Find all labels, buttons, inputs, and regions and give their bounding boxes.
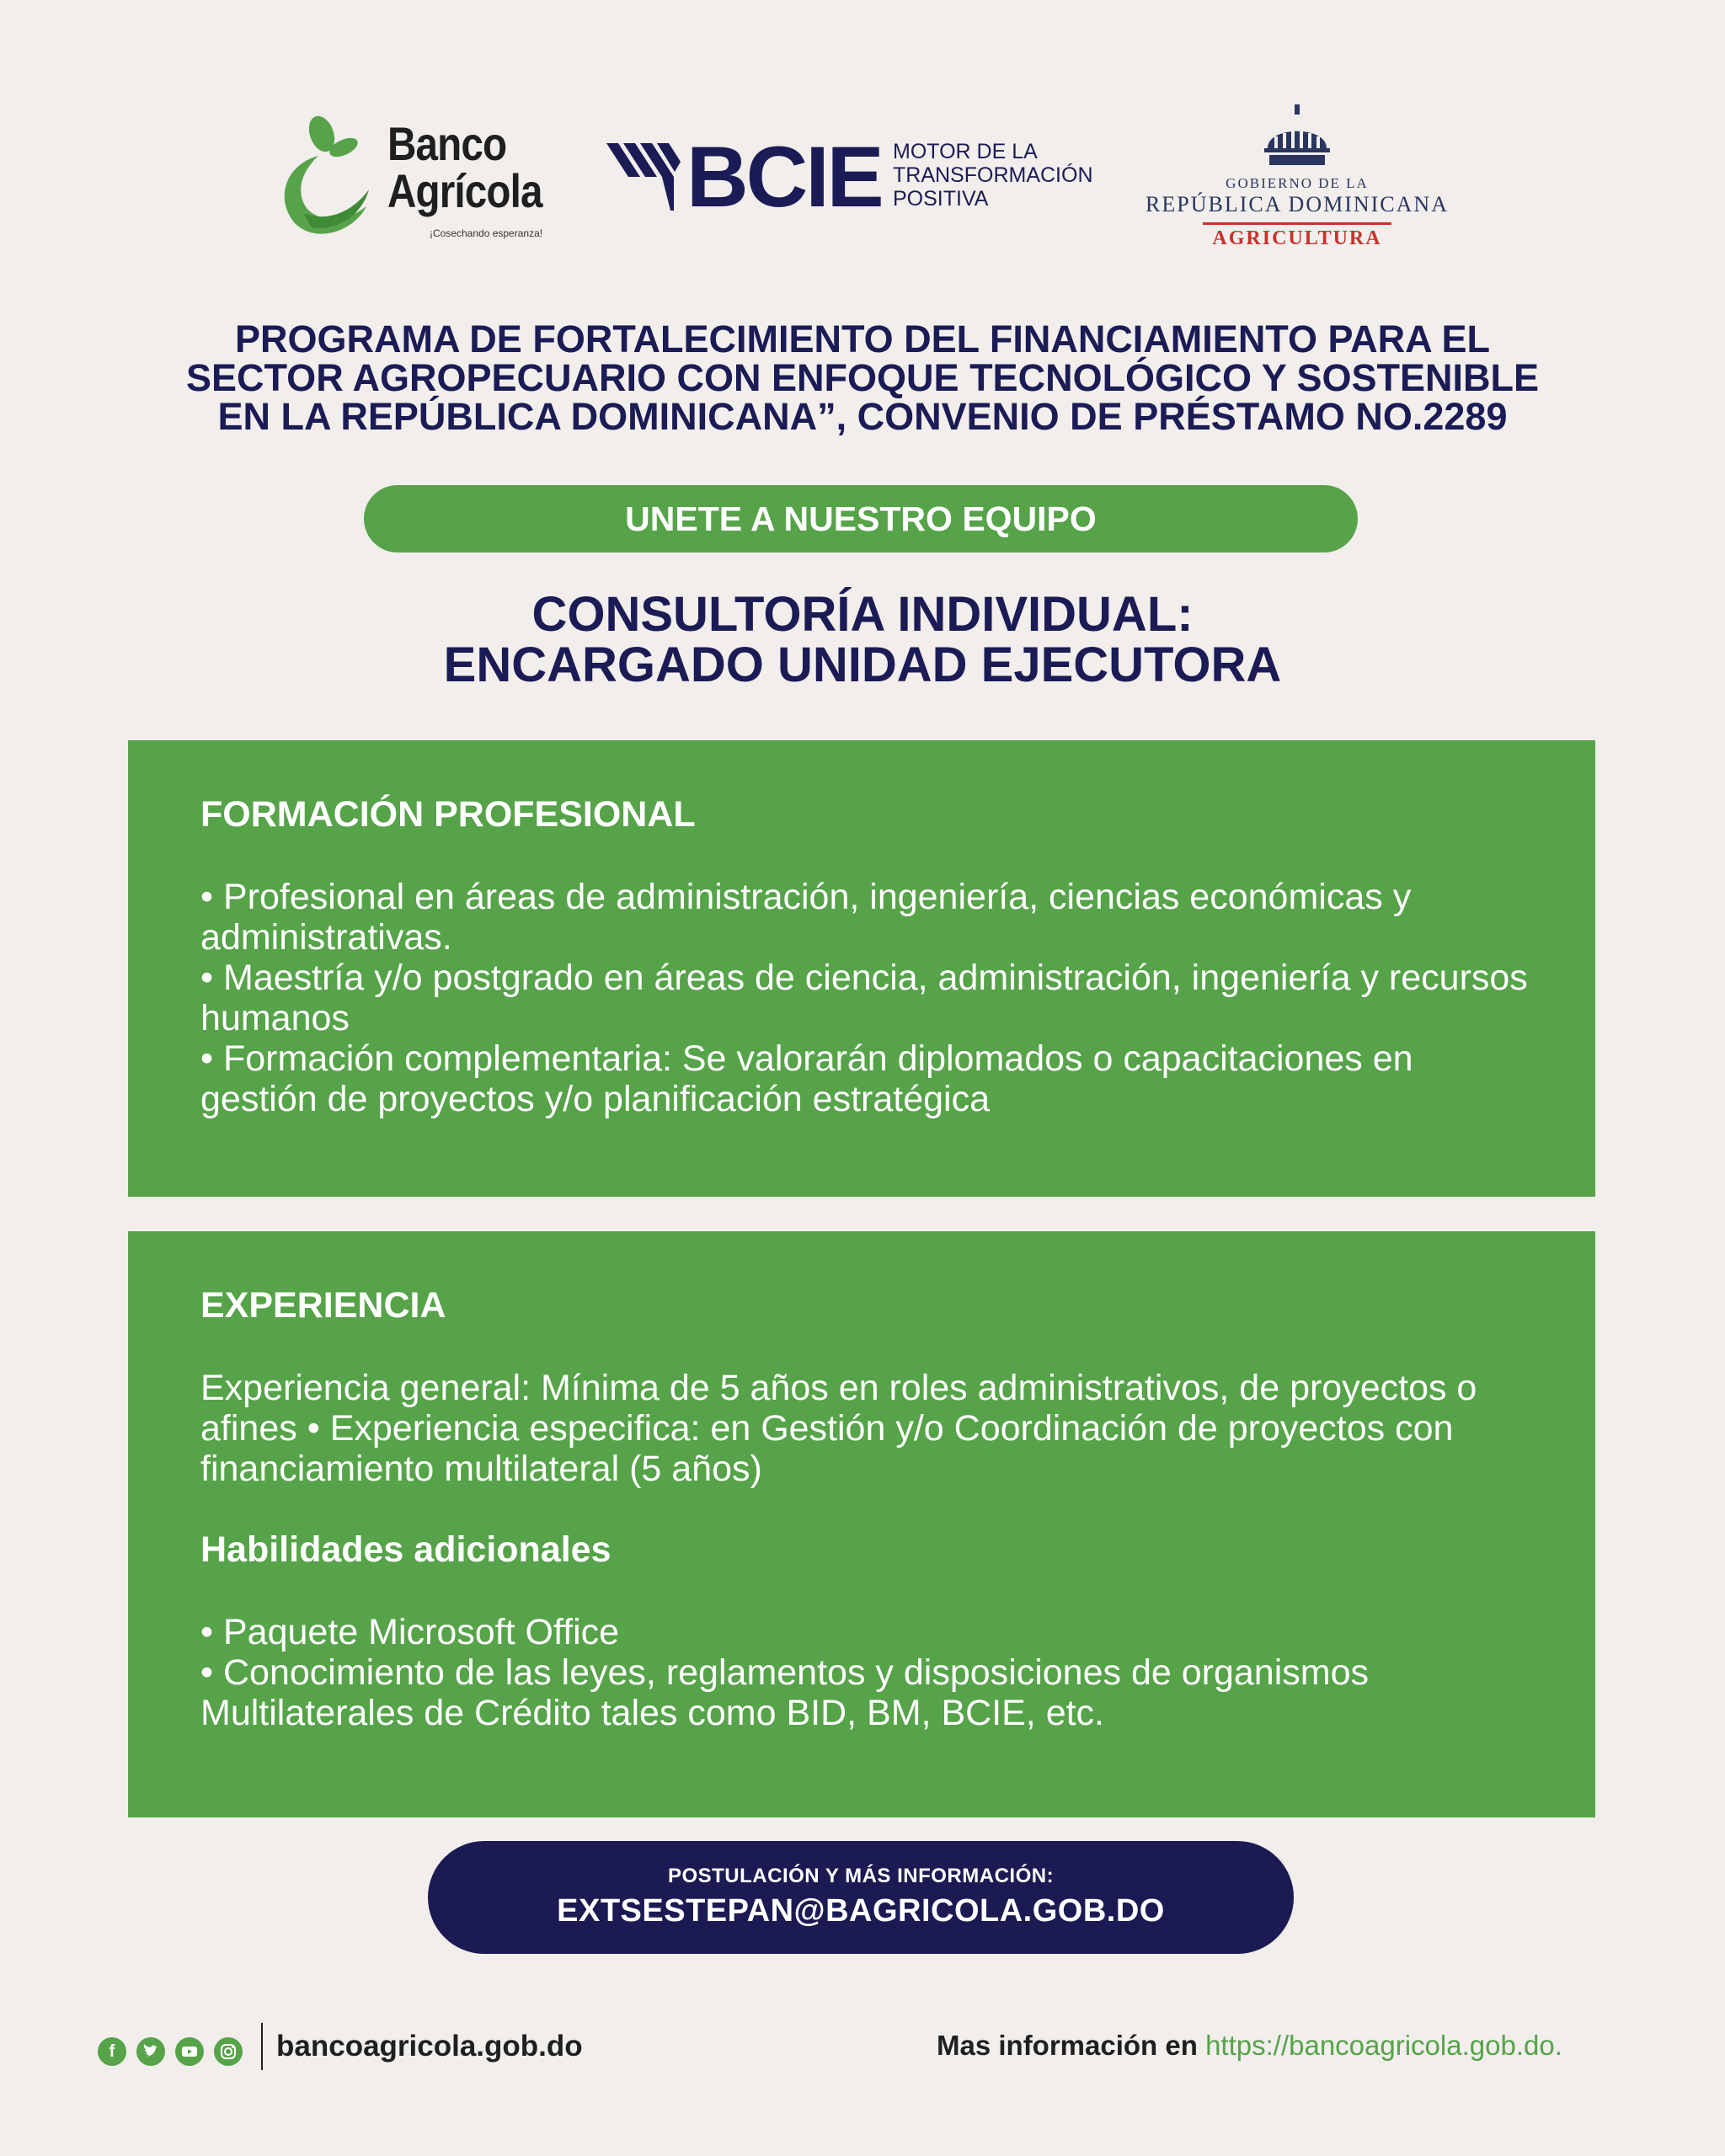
program-title-line-3: EN LA REPÚBLICA DOMINICANA”, CONVENIO DE PRÉSTAMO NO.2289 xyxy=(217,395,1508,438)
footer-divider xyxy=(261,2023,263,2070)
gobierno-divider xyxy=(1203,222,1391,225)
footer-site-link[interactable]: bancoagricola.gob.do xyxy=(276,2030,583,2063)
program-title-line-1: PROGRAMA DE FORTALECIMIENTO DEL FINANCIAMIENTO PARA EL xyxy=(234,318,1490,360)
footer-more-url-link[interactable]: https://bancoagricola.gob.do. xyxy=(1205,2030,1562,2061)
bcie-wordmark: BCIE xyxy=(686,129,882,225)
contact-banner xyxy=(428,1841,1294,1954)
program-title xyxy=(101,320,1624,436)
facebook-icon[interactable]: f xyxy=(98,2037,126,2066)
footer-more-info xyxy=(937,2030,1562,2062)
gobierno-line-3: AGRICULTURA xyxy=(1212,227,1382,249)
job-title-line-1: CONSULTORÍA INDIVIDUAL: xyxy=(531,587,1194,642)
job-title xyxy=(168,587,1557,692)
habilidades-list xyxy=(200,1612,1531,1733)
bcie-tagline-2: TRANSFORMACIÓN xyxy=(893,163,1093,187)
gobierno-logo xyxy=(1129,101,1466,253)
twitter-icon[interactable] xyxy=(136,2037,165,2066)
formacion-section xyxy=(128,740,1595,1197)
formacion-item: • Maestría y/o postgrado en áreas de ciencia, administración, ingeniería y recursos humanos xyxy=(200,958,1528,1038)
experiencia-title: EXPERIENCIA xyxy=(200,1285,446,1326)
contact-email-link[interactable]: EXTSESTEPAN@BAGRICOLA.GOB.DO xyxy=(557,1893,1165,1929)
habilidades-item: • Conocimiento de las leyes, reglamentos y disposiciones de organismos Multilaterales de Crédito tales como BID, BM, BCIE, etc. xyxy=(200,1652,1369,1733)
social-icons xyxy=(98,2035,243,2068)
bcie-logo xyxy=(606,129,1129,225)
experiencia-text: Experiencia general: Mínima de 5 años en roles administrativos, de proyectos o afines • Experiencia especifica: en Gestión y/o Coordinación de proyectos con financiamiento multilateral (5 años) xyxy=(200,1368,1477,1489)
habilidades-item: • Paquete Microsoft Office xyxy=(200,1612,620,1652)
formacion-title: FORMACIÓN PROFESIONAL xyxy=(200,794,696,835)
bcie-stripes-icon xyxy=(606,143,682,211)
job-title-line-2: ENCARGADO UNIDAD EJECUTORA xyxy=(443,638,1282,692)
program-title-line-2: SECTOR AGROPECUARIO CON ENFOQUE TECNOLÓGICO Y SOSTENIBLE xyxy=(185,356,1539,399)
contact-label: POSTULACIÓN Y MÁS INFORMACIÓN: xyxy=(667,1865,1055,1887)
bcie-tagline-3: POSITIVA xyxy=(893,187,989,211)
experiencia-section xyxy=(128,1231,1595,1817)
bcie-tagline xyxy=(893,140,1093,211)
youtube-icon[interactable] xyxy=(175,2037,204,2066)
instagram-icon[interactable] xyxy=(214,2037,243,2066)
banco-agricola-tagline: ¡Cosechando esperanza! xyxy=(430,227,543,239)
formacion-list xyxy=(200,877,1531,1119)
banco-agricola-name-1: Banco xyxy=(387,117,507,170)
habilidades-title: Habilidades adicionales xyxy=(200,1529,611,1570)
bcie-tagline-1: MOTOR DE LA xyxy=(893,140,1038,163)
gobierno-line-1: GOBIERNO DE LA xyxy=(1226,175,1369,191)
gobierno-line-2: REPÚBLICA DOMINICANA xyxy=(1146,192,1449,216)
banco-agricola-logo xyxy=(270,105,547,248)
footer-more-prefix: Mas información en xyxy=(937,2030,1198,2061)
join-team-banner: UNETE A NUESTRO EQUIPO xyxy=(364,485,1358,552)
formacion-item: • Formación complementaria: Se valorarán diplomados o capacitaciones en gestión de proyectos y/o planificación estratégica xyxy=(200,1038,1413,1119)
dome-icon xyxy=(1259,104,1335,172)
sprout-icon xyxy=(270,105,379,248)
banco-agricola-name-2: Agrícola xyxy=(387,164,542,217)
formacion-item: • Profesional en áreas de administración, ingeniería, ciencias económicas y administrativas. xyxy=(200,877,1412,958)
